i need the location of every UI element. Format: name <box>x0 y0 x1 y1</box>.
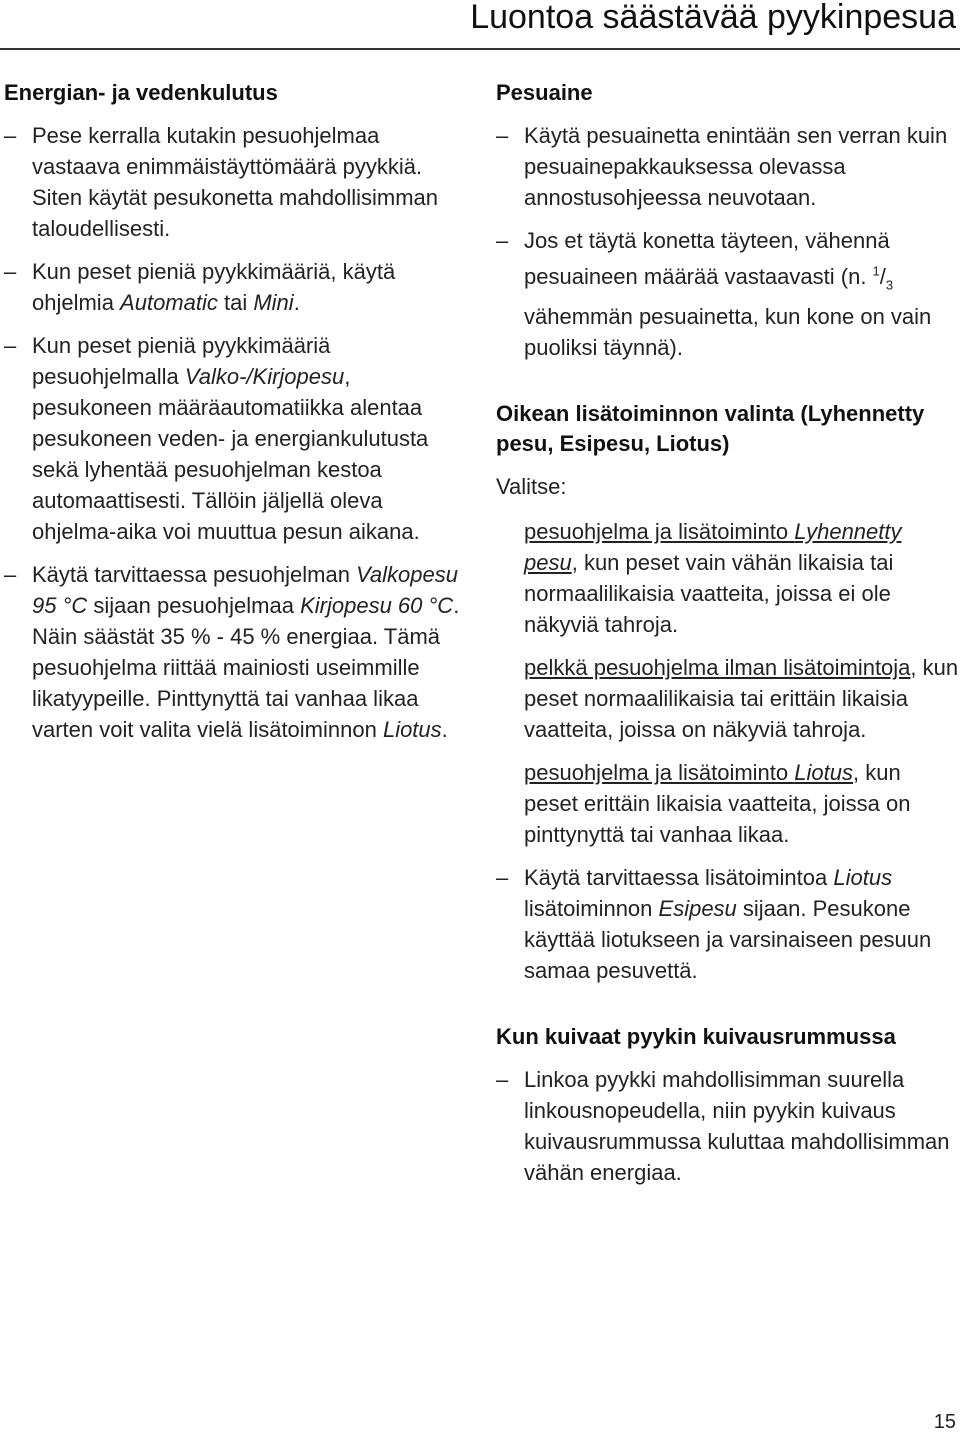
section-heading-dryer: Kun kuivaat pyykin kuivausrummussa <box>496 1023 896 1049</box>
options-list <box>496 862 960 986</box>
option-choice: pesuohjelma ja lisätoiminto Liotus, kun peset erittäin likaisia vaatteita, joissa on pinttynyttä tai vanhaa likaa. <box>524 759 911 847</box>
bullet-item <box>4 120 466 244</box>
page-number: 15 <box>933 1411 956 1433</box>
options-intro: Valitse: <box>496 473 567 499</box>
dash-bullet: – <box>4 562 17 587</box>
bullet-item <box>496 120 960 213</box>
bullet-item <box>4 559 466 745</box>
header-rule <box>0 48 960 50</box>
options-choices <box>496 516 960 850</box>
option-choice: pelkkä pesuohjelma ilman lisätoimintoja, kun peset normaalilikaisia tai erittäin likaisia vaatteita, joissa on näkyviä tahroja. <box>524 654 959 742</box>
dryer-list <box>496 1064 960 1188</box>
section-heading-energy: Energian- ja vedenkulutus <box>4 80 278 105</box>
dash-bullet: – <box>496 123 509 148</box>
option-choice: pesuohjelma ja lisätoiminto Lyhennetty pesu, kun peset vain vähän likaisia tai normaalilikaisia vaatteita, joissa ei ole näkyviä tahroja. <box>524 518 902 637</box>
bullet-text: Kun peset pieniä pyykkimääriä pesuohjelmalla Valko-/Kirjopesu, pesukoneen määräautomatiikka alentaa pesukoneen veden- ja energiankulutusta sekä lyhentää pesuohjelman kestoa automaattisesti. Tällöin jäljellä oleva ohjelma-aika voi muuttua pesun aikana. <box>32 333 429 544</box>
bullet-text: Pese kerralla kutakin pesuohjelmaa vastaava enimmäistäyttömäärä pyykkiä. Siten käytät pesukonetta mahdollisimman taloudellisesti. <box>32 123 438 241</box>
dash-bullet: – <box>4 333 17 358</box>
dash-bullet: – <box>496 1066 509 1092</box>
bullet-text: Käytä tarvittaessa pesuohjelman Valkopesu 95 °C sijaan pesuohjelmaa Kirjopesu 60 °C. Näin säästät 35 % - 45 % energiaa. Tämä pesuohjelma riittää mainiosti useimmille likatyypeille. Pinttynyttä tai vanhaa likaa varten voit valita vielä lisätoiminnon Liotus. <box>32 562 460 742</box>
bullet-text: Jos et täytä konetta täyteen, vähennä pesuaineen määrää vastaavasti (n. $^1/_3$ vähemmän pesuainetta, kun kone on vain puoliksi täynnä). <box>524 228 932 360</box>
bullet-text: Kun peset pieniä pyykkimääriä, käytä ohjelmia Automatic tai Mini. <box>32 259 396 315</box>
section-heading-detergent: Pesuaine <box>496 80 593 105</box>
dash-bullet: – <box>496 864 509 890</box>
right-column <box>496 78 960 1200</box>
bullet-item <box>4 256 466 318</box>
energy-list <box>4 120 466 745</box>
bullet-item <box>496 862 960 986</box>
dash-bullet: – <box>4 123 17 148</box>
bullet-item <box>496 1064 960 1188</box>
page-title: Luontoa säästävää pyykinpesua <box>470 0 956 36</box>
bullet-item <box>496 225 960 363</box>
dash-bullet: – <box>496 228 509 253</box>
bullet-text: Käytä pesuainetta enintään sen verran kuin pesuainepakkauksessa olevassa annostusohjeessa neuvotaan. <box>524 123 948 210</box>
left-column <box>4 78 466 757</box>
dash-bullet: – <box>4 259 17 284</box>
bullet-item <box>4 330 466 547</box>
detergent-list <box>496 120 960 363</box>
bullet-text: Linkoa pyykki mahdollisimman suurella linkousnopeudella, niin pyykin kuivaus kuivausrummussa kuluttaa mahdollisimman vähän energiaa. <box>524 1066 950 1185</box>
bullet-text: Käytä tarvittaessa lisätoimintoa Liotus lisätoiminnon Esipesu sijaan. Pesukone käyttää liotukseen ja varsinaiseen pesuun samaa pesuvettä. <box>524 864 932 983</box>
section-heading-options: Oikean lisätoiminnon valinta (Lyhennetty pesu, Esipesu, Liotus) <box>496 400 925 456</box>
